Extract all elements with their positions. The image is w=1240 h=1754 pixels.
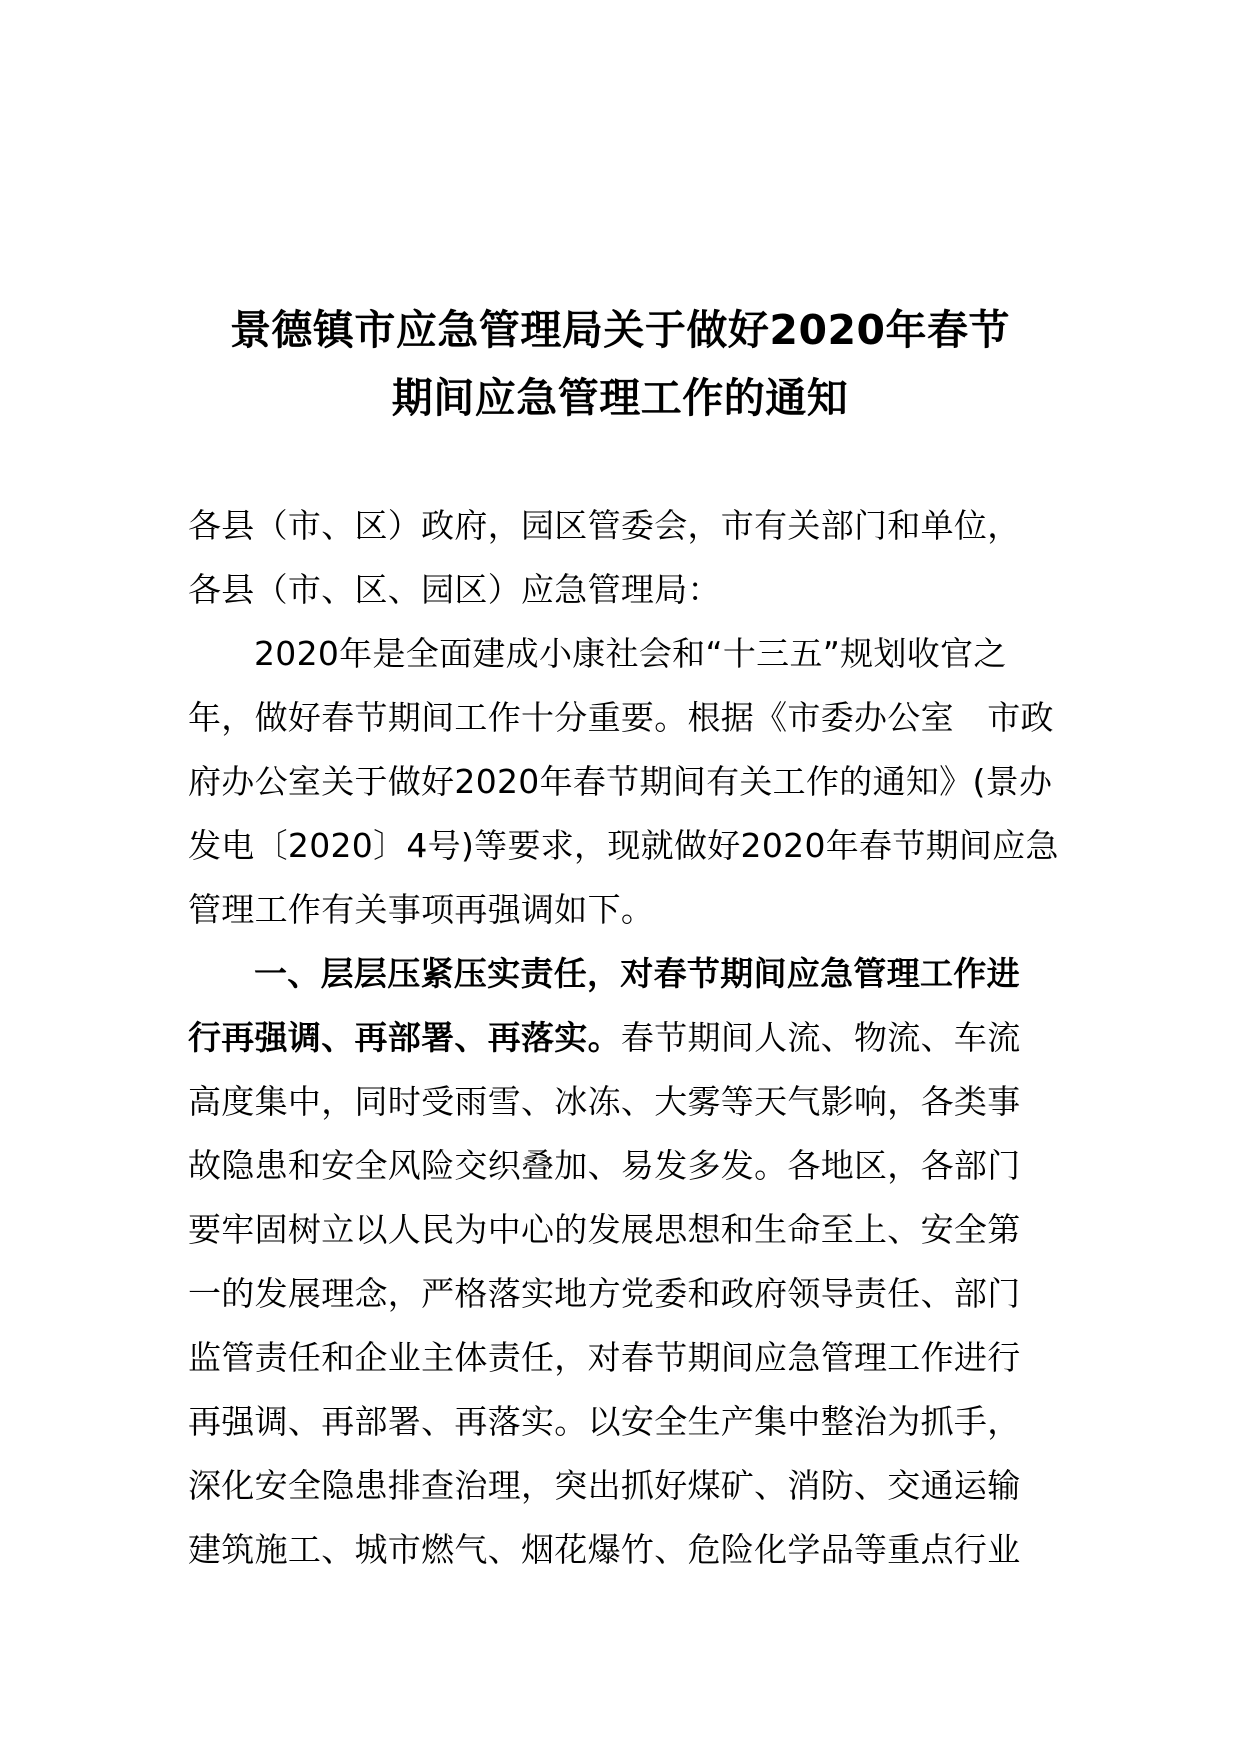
- paragraph1-line-2: 年，做好春节期间工作十分重要。根据《市委办公室 市政: [188, 698, 1054, 737]
- section1-line: 故隐患和安全风险交织叠加、易发多发。各地区，各部门: [188, 1146, 1021, 1185]
- section1-heading-line-2: 行再强调、再部署、再落实。: [188, 1018, 621, 1057]
- paragraph1-line-1: 2020年是全面建成小康社会和“十三五”规划收官之: [254, 634, 1007, 673]
- section1-line: 建筑施工、城市燃气、烟花爆竹、危险化学品等重点行业: [188, 1530, 1021, 1569]
- title-line-1: 景德镇市应急管理局关于做好2020年春节: [229, 306, 1011, 354]
- paragraph1-line-4: 发电〔2020〕4号)等要求，现就做好2020年春节期间应急: [188, 826, 1059, 865]
- paragraph1-line-3: 府办公室关于做好2020年春节期间有关工作的通知》(景办: [188, 762, 1053, 801]
- section1-line: 深化安全隐患排查治理，突出抓好煤矿、消防、交通运输: [188, 1466, 1021, 1505]
- section1-line-2: [188, 1006, 1058, 1070]
- section1-heading-line-1: 一、层层压紧压实责任，对春节期间应急管理工作进: [254, 954, 1020, 993]
- section1-line: 监管责任和企业主体责任，对春节期间应急管理工作进行: [188, 1338, 1021, 1377]
- addressee-line-1: 各县（市、区）政府，园区管委会，市有关部门和单位，: [188, 506, 1021, 545]
- section1-line: 再强调、再部署、再落实。以安全生产集中整治为抓手，: [188, 1402, 1021, 1441]
- section1-line: 一的发展理念，严格落实地方党委和政府领导责任、部门: [188, 1274, 1021, 1313]
- document-title: [150, 296, 1090, 432]
- section1-line: 要牢固树立以人民为中心的发展思想和生命至上、安全第: [188, 1210, 1021, 1249]
- section1-line: 高度集中，同时受雨雪、冰冻、大雾等天气影响，各类事: [188, 1082, 1021, 1121]
- title-line-2: 期间应急管理工作的通知: [391, 374, 849, 422]
- section1-line-2-tail: 春节期间人流、物流、车流: [620, 1018, 1021, 1057]
- addressee-line-2: 各县（市、区、园区）应急管理局：: [188, 570, 721, 609]
- paragraph1-line-5: 管理工作有关事项再强调如下。: [188, 890, 655, 929]
- document-body: [188, 494, 1058, 1582]
